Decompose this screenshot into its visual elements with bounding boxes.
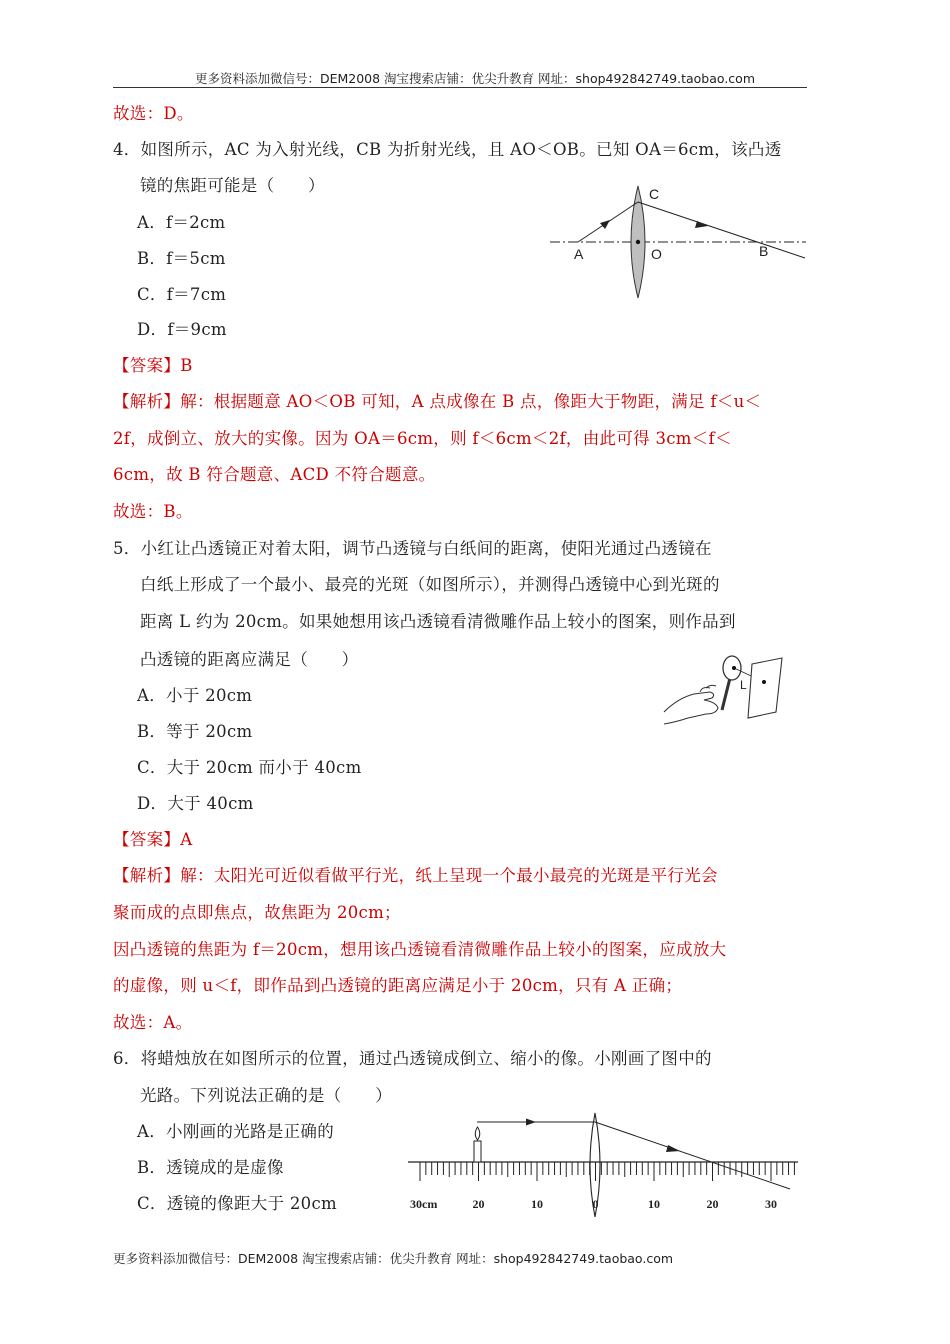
q4-option-d: D．f＝9cm [137,320,227,339]
ray-refracted [595,1122,790,1189]
q5-choice: 故选：A。 [113,1013,193,1032]
optical-center-dot [636,240,640,244]
q5-stem-line2: 白纸上形成了一个最小、最亮的光斑（如图所示），并测得凸透镜中心到光斑的 [140,575,720,594]
q4-choice: 故选：B。 [113,502,193,521]
q4-answer: 【答案】B [113,356,193,375]
q6-stem-line1: 6．将蜡烛放在如图所示的位置，通过凸透镜成倒立、缩小的像。小刚画了图中的 [113,1049,712,1068]
q5-stem-line3: 距离 L 约为 20cm。如果她想用该凸透镜看清微雕作品上较小的图案，则作品到 [140,612,736,631]
ruler-label: 30 [765,1197,777,1211]
light-spot-dot [762,680,766,684]
q4-option-a: A．f＝2cm [137,213,226,232]
q6-optical-bench-diagram [400,1105,805,1217]
candle-body [474,1141,481,1162]
hand-fingers [700,685,716,692]
q4-label-c: C [649,186,660,202]
q4-explanation-line3: 6cm，故 B 符合题意、ACD 不符合题意。 [113,465,436,484]
q5-magnifier-diagram [660,652,790,728]
q4-stem-line2: 镜的焦距可能是（ ） [140,176,325,195]
ruler-label: 10 [531,1197,543,1211]
q4-explanation-line2: 2f，成倒立、放大的实像。因为 OA＝6cm，则 f＜6cm＜2f，由此可得 3cm＜f＜ [113,429,732,448]
q4-option-c: C．f＝7cm [137,285,227,304]
q4-lens-diagram [548,180,810,305]
candle [474,1127,481,1162]
q6-stem-line2: 光路。下列说法正确的是（ ） [140,1086,392,1105]
candle-flame [475,1127,480,1140]
q5-option-c: C．大于 20cm 而小于 40cm [137,758,362,777]
ruler-label: 30cm [410,1197,438,1211]
ray-arrow-1 [526,1119,536,1126]
q4-label-b: B [759,243,769,259]
q4-stem-line1: 4．如图所示，AC 为入射光线，CB 为折射光线，且 AO＜OB。已知 OA＝6cm，该凸透 [113,140,782,159]
q4-label-a: A [574,246,584,262]
q6-option-c: C．透镜的像距大于 20cm [137,1194,337,1213]
header-divider [113,87,807,88]
q5-explanation-line4: 的虚像，则 u＜f，即作品到凸透镜的距离应满足小于 20cm，只有 A 正确； [113,976,683,995]
q5-label-l: L [740,678,747,692]
hand-outline [664,692,718,724]
q5-explanation-line2: 聚而成的点即焦点，故焦距为 20cm； [113,903,401,922]
q5-stem-line4: 凸透镜的距离应满足（ ） [140,650,359,669]
q5-answer: 【答案】A [113,830,193,849]
q5-option-b: B．等于 20cm [137,722,253,741]
ruler-label: 0 [592,1197,599,1211]
q4-option-b: B．f＝5cm [137,249,226,268]
q5-explanation-line1: 【解析】解：太阳光可近似看做平行光，纸上呈现一个最小最亮的光斑是平行光会 [113,866,718,885]
q5-option-a: A．小于 20cm [137,686,253,705]
magnifier-handle [722,678,730,710]
ray-through-center [477,1122,595,1162]
white-paper [748,658,782,718]
incident-arrow [600,220,610,229]
q5-explanation-line3: 因凸透镜的焦距为 f＝20cm，想用该凸透镜看清微雕作品上较小的图案，应成放大 [113,940,727,959]
page-footer: 更多资料添加微信号：DEM2008 淘宝搜索店铺：优尖升教育 网址：shop492842749.taobao.com [113,1251,674,1266]
q6-option-b: B．透镜成的是虚像 [137,1158,284,1177]
page-header: 更多资料添加微信号：DEM2008 淘宝搜索店铺：优尖升教育 网址：shop492842749.taobao.com [194,71,756,86]
refracted-ray [638,202,805,258]
q5-stem-line1: 5．小红让凸透镜正对着太阳，调节凸透镜与白纸间的距离，使阳光通过凸透镜在 [113,539,712,558]
q4-label-o: O [651,246,662,262]
q4-explanation-line1: 【解析】解：根据题意 AO＜OB 可知，A 点成像在 B 点，像距大于物距，满足 f＜u＜ [113,392,762,411]
ruler-labels [410,1197,777,1211]
ruler-label: 20 [706,1197,719,1211]
q5-option-d: D．大于 40cm [137,794,254,813]
prev-choice: 故选：D。 [113,104,194,123]
q6-option-a: A．小刚画的光路是正确的 [137,1122,335,1141]
ruler-label: 20 [472,1197,485,1211]
ruler-label: 10 [648,1197,660,1211]
lens-center-dot [732,666,736,670]
ray-arrow-2 [666,1145,680,1152]
